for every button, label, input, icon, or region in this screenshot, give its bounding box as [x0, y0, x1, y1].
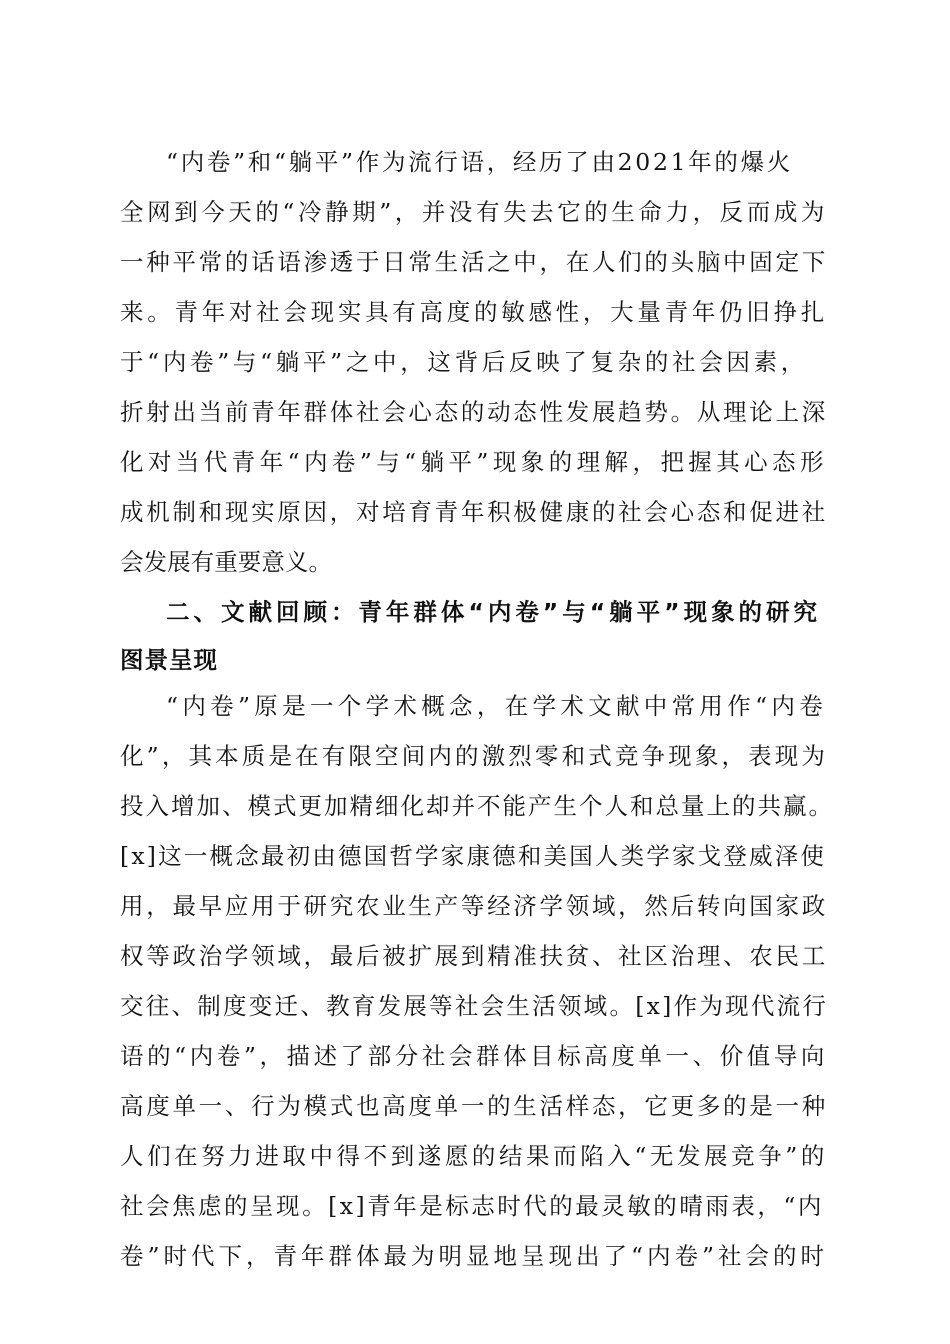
paragraph-line [0, 542, 950, 582]
heading-line [0, 592, 950, 632]
paragraph-line [0, 1036, 950, 1076]
paragraph-line [0, 1086, 950, 1126]
paragraph-line [0, 936, 950, 976]
line-text: 社会焦虑的呈现。[x]青年是标志时代的最灵敏的晴雨表，“内 [120, 1192, 824, 1220]
paragraph-line [0, 442, 950, 482]
line-text: 权等政治学领域，最后被扩展到精准扶贫、社区治理、农民工 [120, 942, 828, 970]
paragraph-line [0, 786, 950, 826]
line-text: 折射出当前青年群体社会心态的动态性发展趋势。从理论上深 [120, 398, 828, 426]
paragraph-line [0, 836, 950, 876]
line-text: 高度单一、行为模式也高度单一的生活样态，它更多的是一种 [120, 1092, 828, 1120]
paragraph-line [0, 1186, 950, 1226]
paragraph-line [0, 392, 950, 432]
line-text: 化”，其本质是在有限空间内的激烈零和式竞争现象，表现为 [120, 742, 829, 770]
paragraph-line [0, 142, 950, 182]
line-text: “内卷”原是一个学术概念，在学术文献中常用作“内卷 [166, 692, 828, 720]
line-text: 语的“内卷”，描述了部分社会群体目标高度单一、价值导向 [120, 1042, 828, 1070]
heading-text: 图景呈现 [120, 646, 218, 674]
line-text: “内卷”和“躺平”作为流行语，经历了由2021年的爆火 [166, 148, 793, 176]
line-text: 用，最早应用于研究农业生产等经济学领域，然后转向国家政 [120, 892, 828, 920]
line-text: 卷”时代下，青年群体最为明显地呈现出了“内卷”社会的时 [120, 1242, 829, 1270]
line-text: 全网到今天的“冷静期”，并没有失去它的生命力，反而成为 [120, 198, 828, 226]
paragraph-line [0, 1136, 950, 1176]
line-text: 化对当代青年“内卷”与“躺平”现象的理解，把握其心态形 [120, 448, 828, 476]
heading-line [0, 640, 950, 680]
line-text: 投入增加、模式更加精细化却并不能产生个人和总量上的共赢。 [120, 792, 834, 820]
line-text: 于“内卷”与“躺平”之中，这背后反映了复杂的社会因素， [120, 348, 808, 376]
line-text: 人们在努力进取中得不到遂愿的结果而陷入“无发展竞争”的 [120, 1142, 828, 1170]
line-text: 成机制和现实原因，对培育青年积极健康的社会心态和促进社 [120, 498, 828, 526]
line-text: 会发展有重要意义。 [120, 548, 333, 576]
paragraph-line [0, 886, 950, 926]
paragraph-line [0, 242, 950, 282]
paragraph-line [0, 986, 950, 1026]
line-text: 来。青年对社会现实具有高度的敏感性，大量青年仍旧挣扎 [120, 298, 828, 326]
paragraph-line [0, 686, 950, 726]
line-text: 一种平常的话语渗透于日常生活之中，在人们的头脑中固定下 [120, 248, 828, 276]
line-text: [x]这一概念最初由德国哲学家康德和美国人类学家戈登威泽使 [120, 842, 827, 870]
paragraph-line [0, 342, 950, 382]
paragraph-line [0, 1236, 950, 1276]
heading-text: 二、文献回顾：青年群体“内卷”与“躺平”现象的研究 [166, 598, 822, 626]
paragraph-line [0, 736, 950, 776]
paragraph-line [0, 492, 950, 532]
paragraph-line [0, 292, 950, 332]
line-text: 交往、制度变迁、教育发展等社会生活领域。[x]作为现代流行 [120, 992, 829, 1020]
paragraph-line [0, 192, 950, 232]
